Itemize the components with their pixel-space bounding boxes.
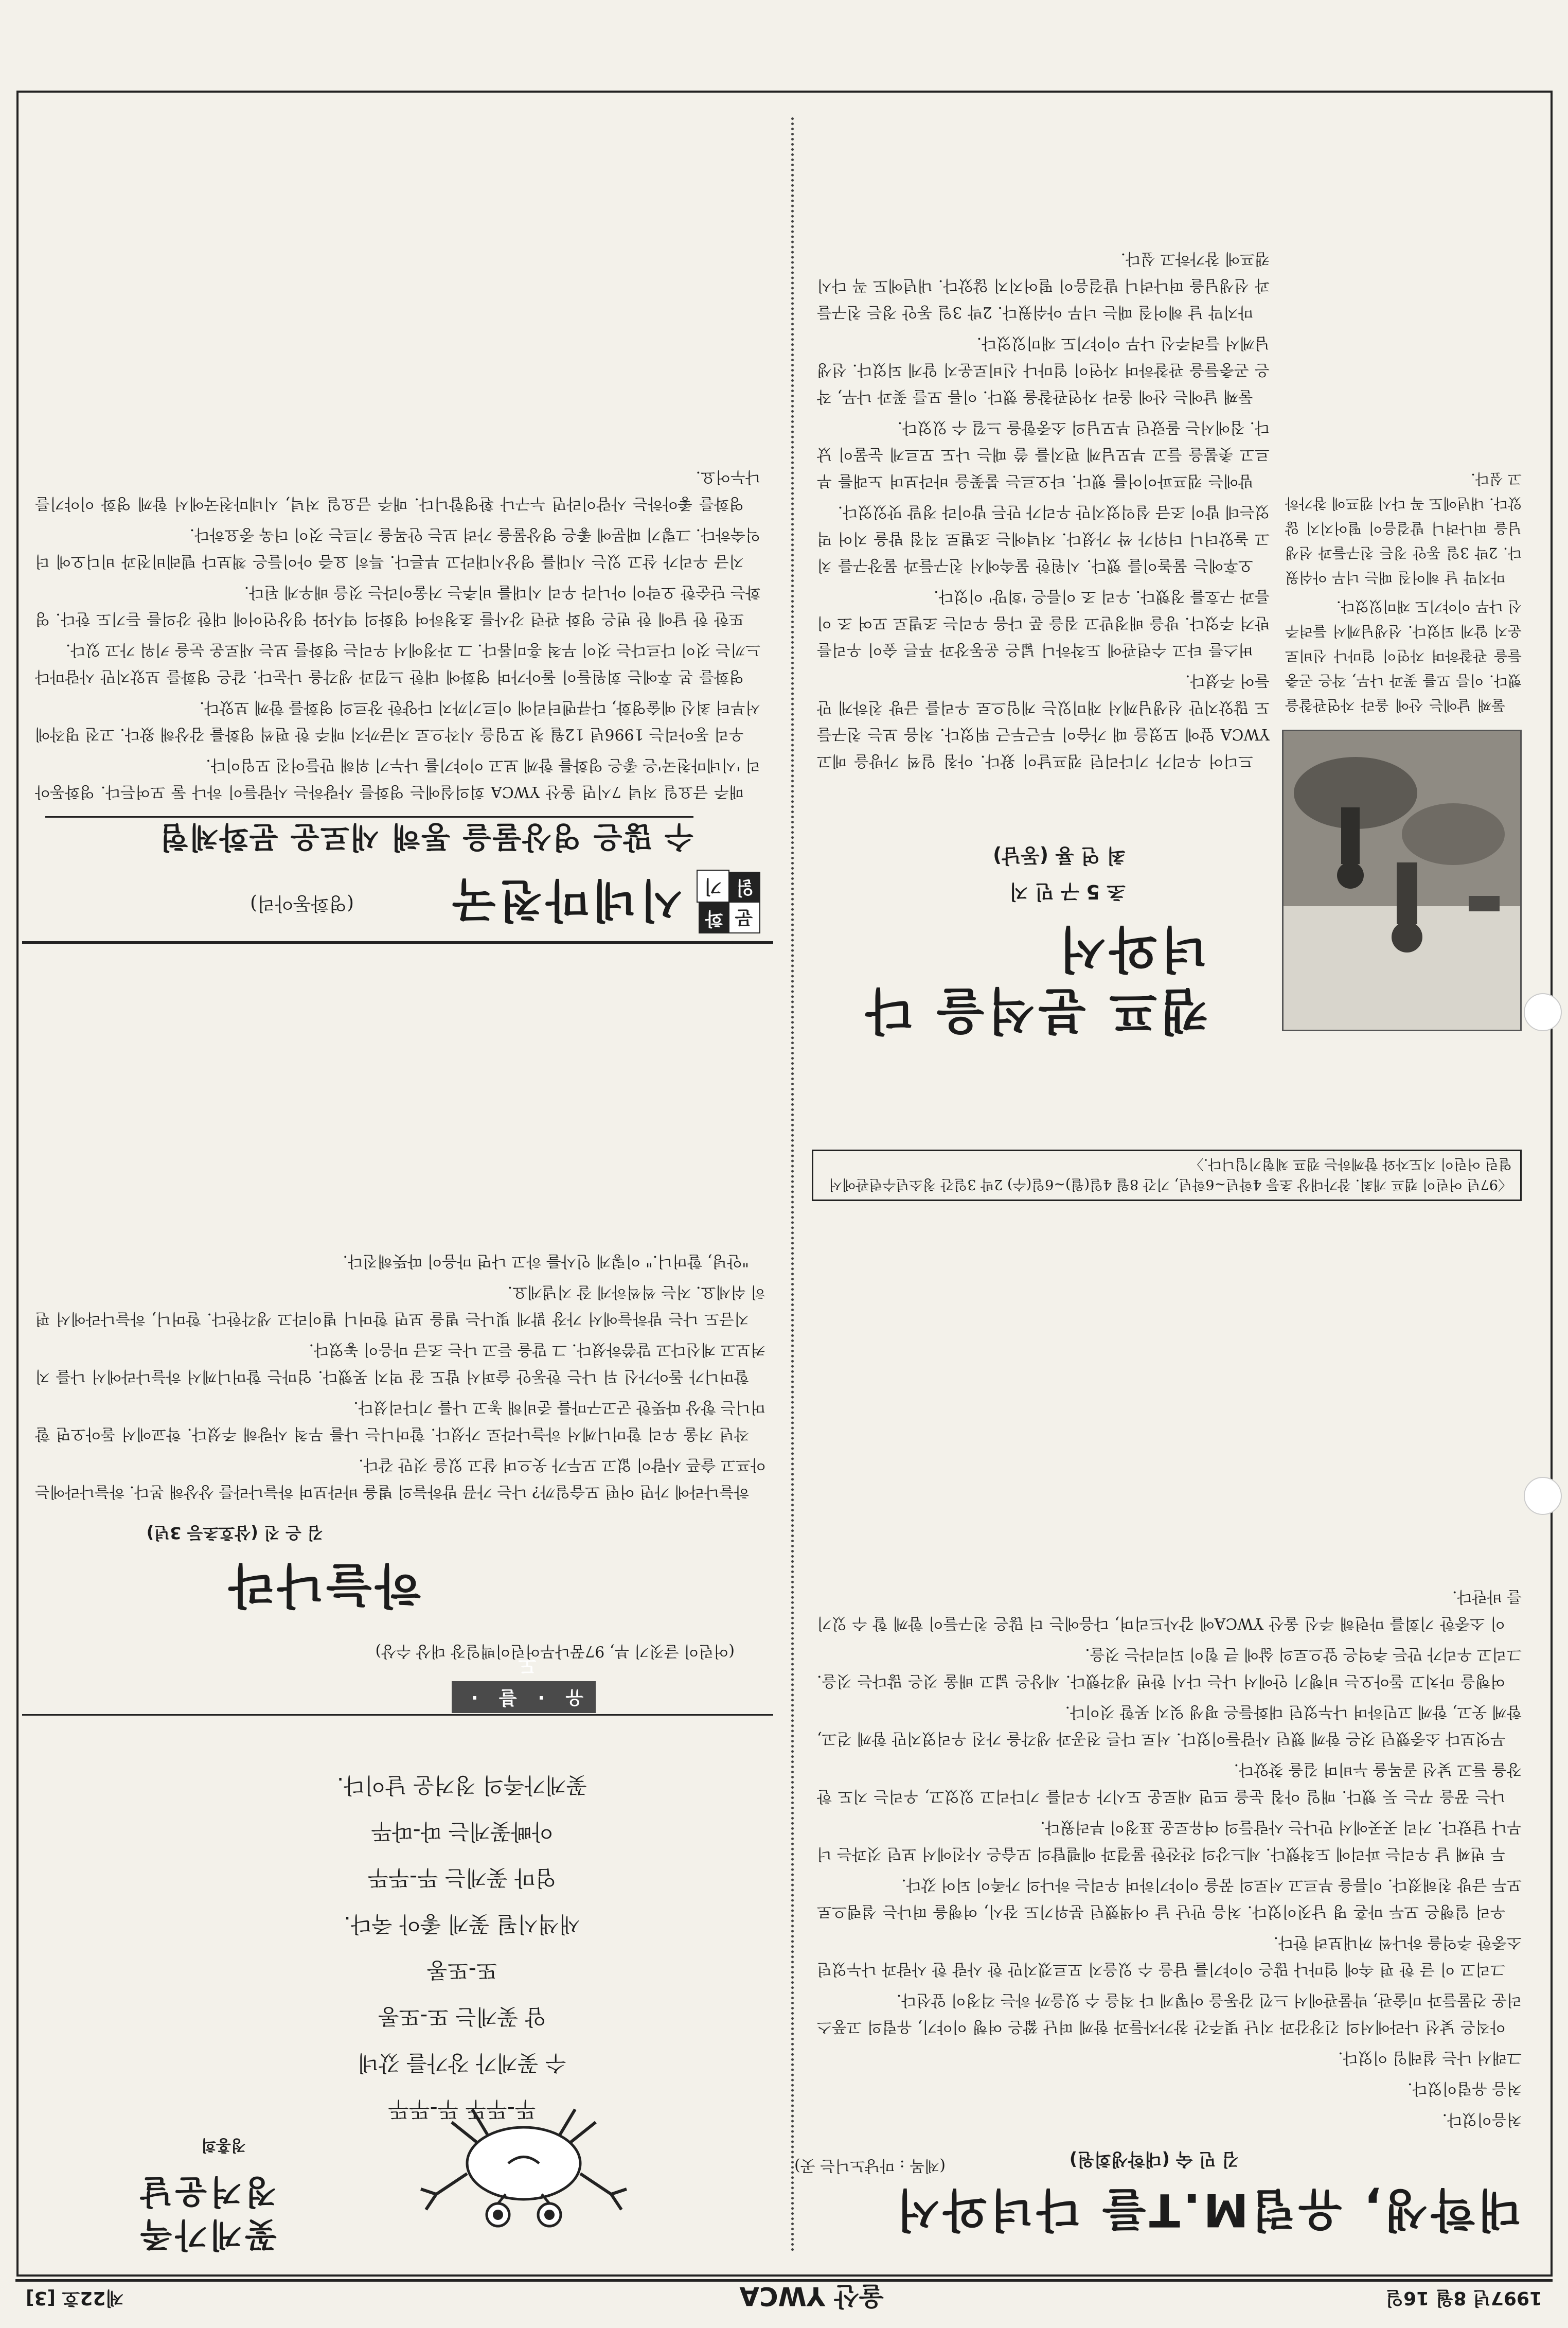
film-article-title: 시네마천국 bbox=[449, 874, 683, 927]
paragraph: 오후에는 물놀이를 했다. 시원한 물속에서 친구들과 물장구를 치고 놀았더니 더위가 싹 가셨다. 저녁에는 조별로 직접 밥을 지어 먹었는데 밥이 조금 설익었지만 우리가 만든 밥이라 정말 맛있었다. bbox=[817, 503, 1270, 574]
heaven-article-body bbox=[35, 990, 765, 1505]
poem-line: 수 꽃게가 장가를 갔네 bbox=[358, 2051, 566, 2076]
europe-article-body bbox=[817, 1129, 1522, 2132]
paragraph: 나는 꿈을 꾸는 듯 했다. 매일 아침 눈을 뜨면 새로운 도시가 우리를 기다리고 있었고, 우리는 지도 한 장을 들고 낯선 골목을 누비며 길을 찾았다. bbox=[817, 1760, 1522, 1805]
poem-line: 아빠꽃게는 따-따뚜 bbox=[371, 1819, 553, 1844]
camp-article-author-1: 초 5 구 민 지 bbox=[1009, 880, 1126, 903]
paragraph: 우리 일행은 모두 마흔 명 남짓이었다. 처음 만난 날 어색했던 분위기도 잠시, 여행을 떠나는 설렘으로 모두 금방 친해졌다. 이름을 부르고 서로의 꿈을 이야기하며 우리는 하나의 가족이 되어 갔다. bbox=[817, 1876, 1522, 1920]
masthead bbox=[15, 2279, 1553, 2323]
camp-article-body-continued bbox=[1285, 105, 1522, 717]
paragraph: 또한 한 달에 한 번은 영화 관련 강사를 초청하여 영화의 역사와 영상언어에 대한 강의를 듣기도 한다. 영화는 단순한 오락이 아니라 우리 시대를 비추는 거울이라는 것을 배우게 된다. bbox=[35, 583, 760, 628]
paragraph: 드디어 우리가 기다리던 캠프날이 왔다. 아침 일찍 가방을 메고 YWCA 앞에 모였을 때 가슴이 두근두근 뛰었다. 처음 보는 친구들도 많았지만 선생님께서 재미있는 게임으로 우리를 금방 친하게 만들어 주셨다. bbox=[817, 672, 1270, 770]
paragraph: 영화를 좋아하는 사람이라면 누구나 환영합니다. 매주 금요일 저녁, 시네마천국에서 함께 영화 이야기를 나누어요. bbox=[35, 468, 760, 513]
heaven-article-author: 김 은 진 (삼호초등 3년) bbox=[146, 1523, 323, 1543]
camp-photo bbox=[1282, 730, 1522, 1031]
paragraph: 매주 금요일 저녁 7시면 울산 YWCA 회의실에는 영화를 사랑하는 사람들이 하나 둘 모여든다. 영화동아리 '시네마천국'은 좋은 영화를 함께 보고 이야기를 나누기 위해 만들어진 모임이다. bbox=[35, 756, 760, 801]
binder-hole bbox=[1524, 993, 1562, 1031]
paragraph: 두 번째 날 우리는 파리에 도착했다. 세느강의 잔잔한 물결과 에펠탑의 모습은 사진에서 보던 것과는 너무나 달랐다. 거리 곳곳에서 만나는 사람들의 여유로운 표정이 부러웠다. bbox=[817, 1818, 1522, 1863]
paragraph: 영화를 본 후에는 회원들이 돌아가며 영화에 대한 느낌과 생각을 나눈다. 같은 영화를 보았지만 사람마다 느끼는 것이 다르다는 것이 무척 흥미롭다. 그 과정에서 우리는 영화를 보는 새로운 눈을 키워 가고 있다. bbox=[35, 641, 760, 685]
issue-date: 1997년 8월 16일 bbox=[1385, 2287, 1542, 2308]
camp-article-title: 캠프 분석을 다녀와서 bbox=[862, 920, 1208, 1039]
europe-article-author: 김 민 숙 (대학생회원) bbox=[1069, 2149, 1239, 2170]
camp-article-body bbox=[817, 105, 1270, 774]
poem-line: 암 꽃게는 또-또롱 bbox=[378, 2004, 546, 2030]
paragraph: 처음이었다. bbox=[1442, 2110, 1522, 2128]
paragraph: 둘째 날에는 산에 올라 자연관찰을 했다. 이름 모를 꽃과 나무, 작은 곤충들을 관찰하며 자연이 얼마나 신비로운지 알게 되었다. 선생님께서 들려주신 나무 이야기도 재미있었다. bbox=[1285, 598, 1522, 714]
poem-author: 정홍희 bbox=[201, 2136, 246, 2154]
paragraph: 무엇보다 소중했던 것은 함께 했던 사람들이었다. 서로 다른 전공과 생각을 가진 우리였지만 함께 걷고, 함께 웃고, 함께 고민하며 나누었던 대화들은 평생 잊지 못할 것이다. bbox=[817, 1703, 1522, 1748]
poem-body bbox=[230, 1762, 693, 2132]
heaven-article-title: 하늘나라 bbox=[225, 1558, 421, 1613]
column-divider bbox=[791, 115, 794, 2251]
paragraph: "안녕, 할머니." 이렇게 인사를 하고 나면 마음이 따뜻해진다. bbox=[343, 1252, 749, 1270]
heading-underline bbox=[45, 816, 693, 818]
paragraph: 지금도 나는 밤하늘에서 가장 밝게 빛나는 별을 보면 할머니 별이라고 생각한다. 할머니, 하늘나라에서 편히 쉬세요. 저는 씩씩하게 잘 지낼게요. bbox=[35, 1283, 765, 1328]
poem-line: 또-또롱 bbox=[426, 1958, 497, 1983]
poem-line: 새색시될 꽃게 좋아 죽다. bbox=[344, 1912, 580, 1937]
europe-article-subtitle: (제목 : 마냥노니는 곳) bbox=[794, 2157, 946, 2175]
paragraph: 아직은 낯선 나라에서의 긴장감과 지난 몇주간 참가자들과 함께 떠난 짧은 여행 이야기, 유럽의 고풍스러운 건물들과 미술관, 박물관에서 느낀 감동을 어떻게 다 적을 수 있을까 하는 걱정이 앞선다. bbox=[817, 1991, 1522, 2036]
europe-article-title: 대학생, 유럽M.T를 다녀와서 bbox=[893, 2183, 1522, 2236]
poem-title-text: 꽃게가족 정겨운날 bbox=[137, 2172, 277, 2253]
culture-tag bbox=[699, 872, 760, 933]
paragraph: 마지막 날 헤어질 때는 너무 아쉬웠다. 2박 3일 동안 정든 친구들과 선생님을 떠나려니 발걸음이 떨어지지 않았다. 내년에도 꼭 다시 캠프에 참가하고 싶다. bbox=[817, 250, 1270, 321]
heaven-article-subtitle: (어린이 글짓기 부, 97꿈나무어린이백일장 대상 수상) bbox=[375, 1642, 735, 1660]
culture-tag-char: 화 bbox=[699, 903, 729, 933]
paragraph: 둘째 날에는 산에 올라 자연관찰을 했다. 이름 모를 꽃과 나무, 작은 곤충들을 관찰하며 자연이 얼마나 신비로운지 알게 되었다. 선생님께서 들려주신 나무 이야기도 재미있었다. bbox=[817, 334, 1270, 405]
paragraph: 그래서 나는 설레임 이었다. bbox=[1338, 2049, 1522, 2067]
paragraph: 우리 동아리는 1996년 12월 첫 모임을 시작으로 지금까지 매주 한 편씩 영화를 감상해 왔다. 고전 명작에서부터 최신 예술영화, 다큐멘터리에 이르기까지 다양한 장르의 영화를 함께 보았다. bbox=[35, 698, 760, 743]
paragraph: 밤에는 캠프파이어를 했다. 타오르는 불꽃을 바라보며 노래를 부르고 촛불을 들고 부모님께 편지를 쓸 때는 나도 모르게 눈물이 났다. 집에서는 몰랐던 부모님의 소중함을 느낄 수 있었다. bbox=[817, 418, 1270, 490]
film-article-body bbox=[35, 105, 760, 805]
binder-hole bbox=[1524, 1477, 1562, 1515]
poem-title bbox=[107, 2170, 277, 2256]
paragraph: 지금 우리가 살고 있는 시대를 영상시대라고 부른다. 특히 요즘 아이들은 책보다 텔레비전과 비디오에 더 익숙하다. 그렇기 때문에 좋은 영상물을 가려 보는 안목을 기르는 것이 더욱 중요하다. bbox=[35, 525, 760, 570]
camp-info-box: 〈97년 어린이 캠프 개최. 참가대상 초등 4학년~6학년, 기간 8월 4일(월)~6일(수) 2박 3일간 청소년수련관에서 열린 어린이 지도자와 함께하는 캠프 체험기입니다.〉 bbox=[812, 1150, 1522, 1201]
film-article-subtitle: (영화동아리) bbox=[250, 893, 354, 914]
film-article-heading: 수 많은 영상물을 통해 새로운 문화체험 bbox=[158, 820, 693, 855]
paragraph: 마지막 날 헤어질 때는 너무 아쉬웠다. 2박 3일 동안 정든 친구들과 선생님을 떠나려니 발걸음이 떨어지지 않았다. 내년에도 꼭 다시 캠프에 참가하고 싶다. bbox=[1285, 470, 1522, 586]
culture-tag-char: 기 bbox=[697, 870, 729, 903]
beach-photo-image bbox=[1284, 731, 1520, 1030]
paragraph: 이 소중한 기회를 마련해 주신 울산 YWCA에 감사드리며, 다음에는 더 많은 친구들이 함께 할 수 있기를 바란다. bbox=[817, 1588, 1522, 1632]
camp-article-author-2: 최 연 룡 (동남) bbox=[993, 844, 1126, 867]
paragraph: 할머니가 돌아가신 뒤 나는 한동안 슬퍼서 밥도 잘 먹지 못했다. 엄마는 할머니께서 하늘나라에서 나를 지켜보고 계신다고 말씀하셨다. 그 말을 듣고 나는 조금 마음이 놓였다. bbox=[35, 1341, 765, 1385]
paragraph: 여행을 마치고 돌아오는 비행기 안에서 나는 다시 한번 생각했다. 세상은 넓고 배울 것은 많다는 것을. 그리고 우리가 만든 추억은 앞으로의 삶에 큰 힘이 되리라는 것을. bbox=[817, 1645, 1522, 1690]
category-badge: 유 · 블 · 도 bbox=[452, 1681, 596, 1713]
paragraph: 버스를 타고 수련관에 도착하니 넓은 운동장과 푸른 숲이 우리를 반겨 주었다. 방을 배정받고 짐을 푼 다음 우리는 조별로 모여 조 이름과 구호를 정했다. 우리 조 이름은 '희망' 이었다. bbox=[817, 587, 1270, 659]
paragraph: 하늘나라에 가면 어떤 모습일까? 나는 가끔 밤하늘의 별을 바라보며 하늘나라를 상상해 본다. 하늘나라에는 아프고 슬픈 사람이 없고 모두가 웃으며 살고 있을 것만 같다. bbox=[35, 1456, 765, 1501]
issue-number: 제22호 [3] bbox=[26, 2287, 124, 2308]
paragraph: 처음 유럽이었다. bbox=[1407, 2079, 1522, 2097]
culture-tag-char: 문 bbox=[727, 901, 760, 933]
poem-line: 꽃게가족의 정겨운 날이다. bbox=[336, 1773, 587, 1798]
poem-line: 뚜-뚜뚜 뚜-뚜뚜 bbox=[388, 2097, 536, 2122]
newspaper-title: 울산 YWCA bbox=[739, 2281, 884, 2311]
paragraph: 그리고 이 글 한 편 속에 얼마나 많은 이야기를 담을 수 있을지 모르겠지만 한 사람 한 사람과 나누었던 소중한 추억을 하나씩 꺼내보려 한다. bbox=[817, 1933, 1522, 1978]
poem-line: 엄마 꽃게는 뚜-뚜뚜 bbox=[367, 1865, 557, 1891]
culture-tag-char: 읽 bbox=[729, 872, 760, 903]
paragraph: 작년 겨울 우리 할머니께서 하늘나라로 가셨다. 할머니는 나를 무척 사랑해 주셨다. 학교에서 돌아오면 할머니는 항상 따뜻한 군고구마를 준비해 놓고 나를 기다리셨다. bbox=[35, 1398, 765, 1443]
